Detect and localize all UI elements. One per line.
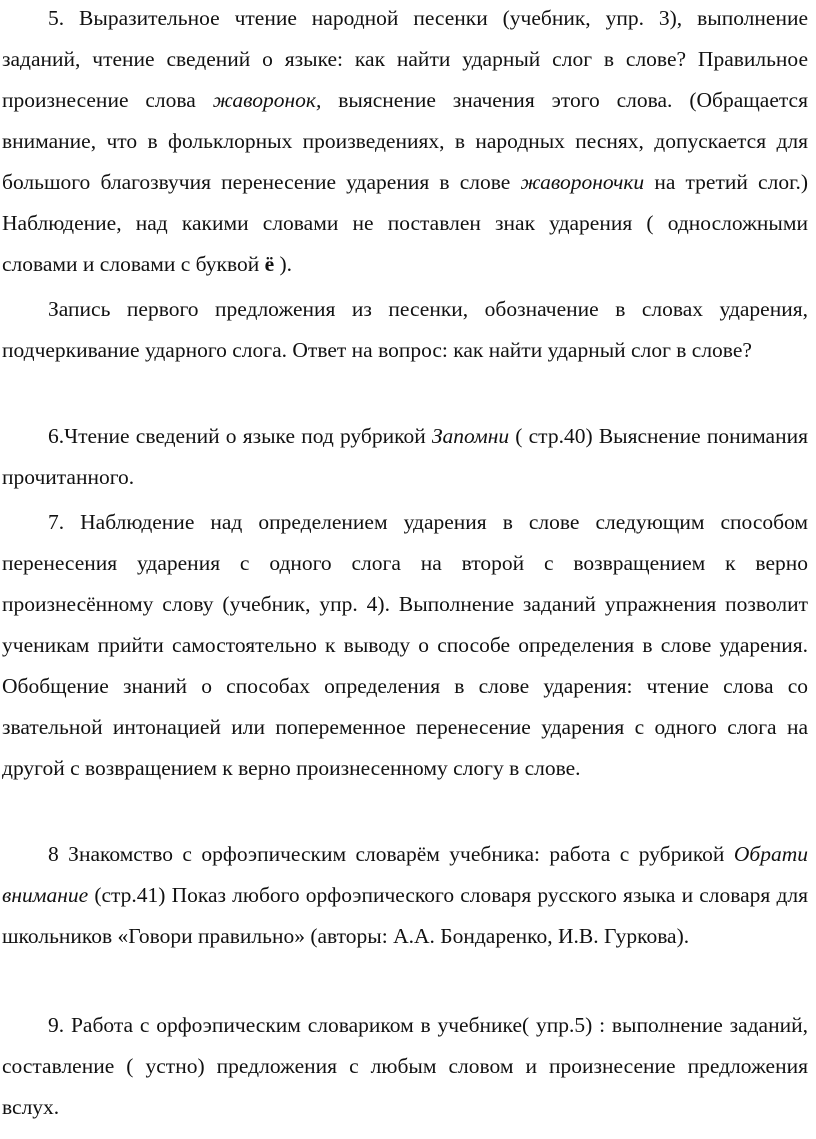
text-segment: 6.Чтение сведений о языке под рубрикой	[48, 424, 432, 448]
paragraph-7	[2, 502, 808, 789]
paragraph-9	[2, 1005, 808, 1128]
bold-letter-yo: ё	[264, 252, 275, 276]
text-segment: 7. Наблюдение над определением ударения в слове следующим способом перенесения ударения с одного слога на второй с возвращением к верно произнесённому слову (учебник, упр. 4). Выполнение заданий упражнения позволит ученикам прийти самостоятельно к выводу о способе определения в слове ударения. Обобщение знаний о способах определения в слове ударения: чтение слова со звательной интонацией или попеременное перенесение ударения с одного слога на другой с возвращением к верно произнесенному слогу в слове.	[2, 510, 808, 780]
paragraph-8	[2, 834, 808, 957]
text-segment: выяснение значения этого слова. (Обращается внимание, что в фольклорных произведениях, в народных песнях, допускается для большого благозвучия перенесение ударения в слове	[2, 88, 808, 194]
text-segment: ( стр.40) Выяснение понимания прочитанного.	[2, 424, 808, 489]
italic-term-zhavoronok: жаворонок,	[212, 88, 322, 112]
italic-rubric-obrati-vnimanie: Обрати внимание	[2, 842, 808, 907]
italic-term-zhavoronochki: жавороночки	[520, 170, 645, 194]
text-segment: Запись первого предложения из песенки, обозначение в словах ударения, подчеркивание ударного слога. Ответ на вопрос: как найти ударный слог в слове?	[2, 297, 808, 362]
text-segment: 9. Работа с орфоэпическим словариком в учебнике( упр.5) : выполнение заданий, составление ( устно) предложения с любым словом и произнесение предложения вслух.	[2, 1013, 808, 1119]
text-segment: на третий слог.) Наблюдение, над какими словами не поставлен знак ударения ( односложными словами и словами с буквой	[2, 170, 808, 276]
text-segment: (стр.41) Показ любого орфоэпического словаря русского языка и словаря для школьников «Говори правильно» (авторы: А.А. Бондаренко, И.В. Гуркова).	[2, 883, 808, 948]
paragraph-5	[2, 0, 808, 285]
text-segment: ).	[274, 252, 293, 276]
text-segment: 5. Выразительное чтение народной песенки (учебник, упр. 3), выполнение заданий, чтение сведений о языке: как найти ударный слог в слове? Правильное произнесение слова	[2, 6, 808, 112]
text-segment: 8 Знакомство с орфоэпическим словарём учебника: работа с рубрикой	[48, 842, 734, 866]
paragraph-record-sentence	[2, 289, 808, 371]
italic-rubric-zapomni: Запомни	[431, 424, 510, 448]
paragraph-6	[2, 416, 808, 498]
